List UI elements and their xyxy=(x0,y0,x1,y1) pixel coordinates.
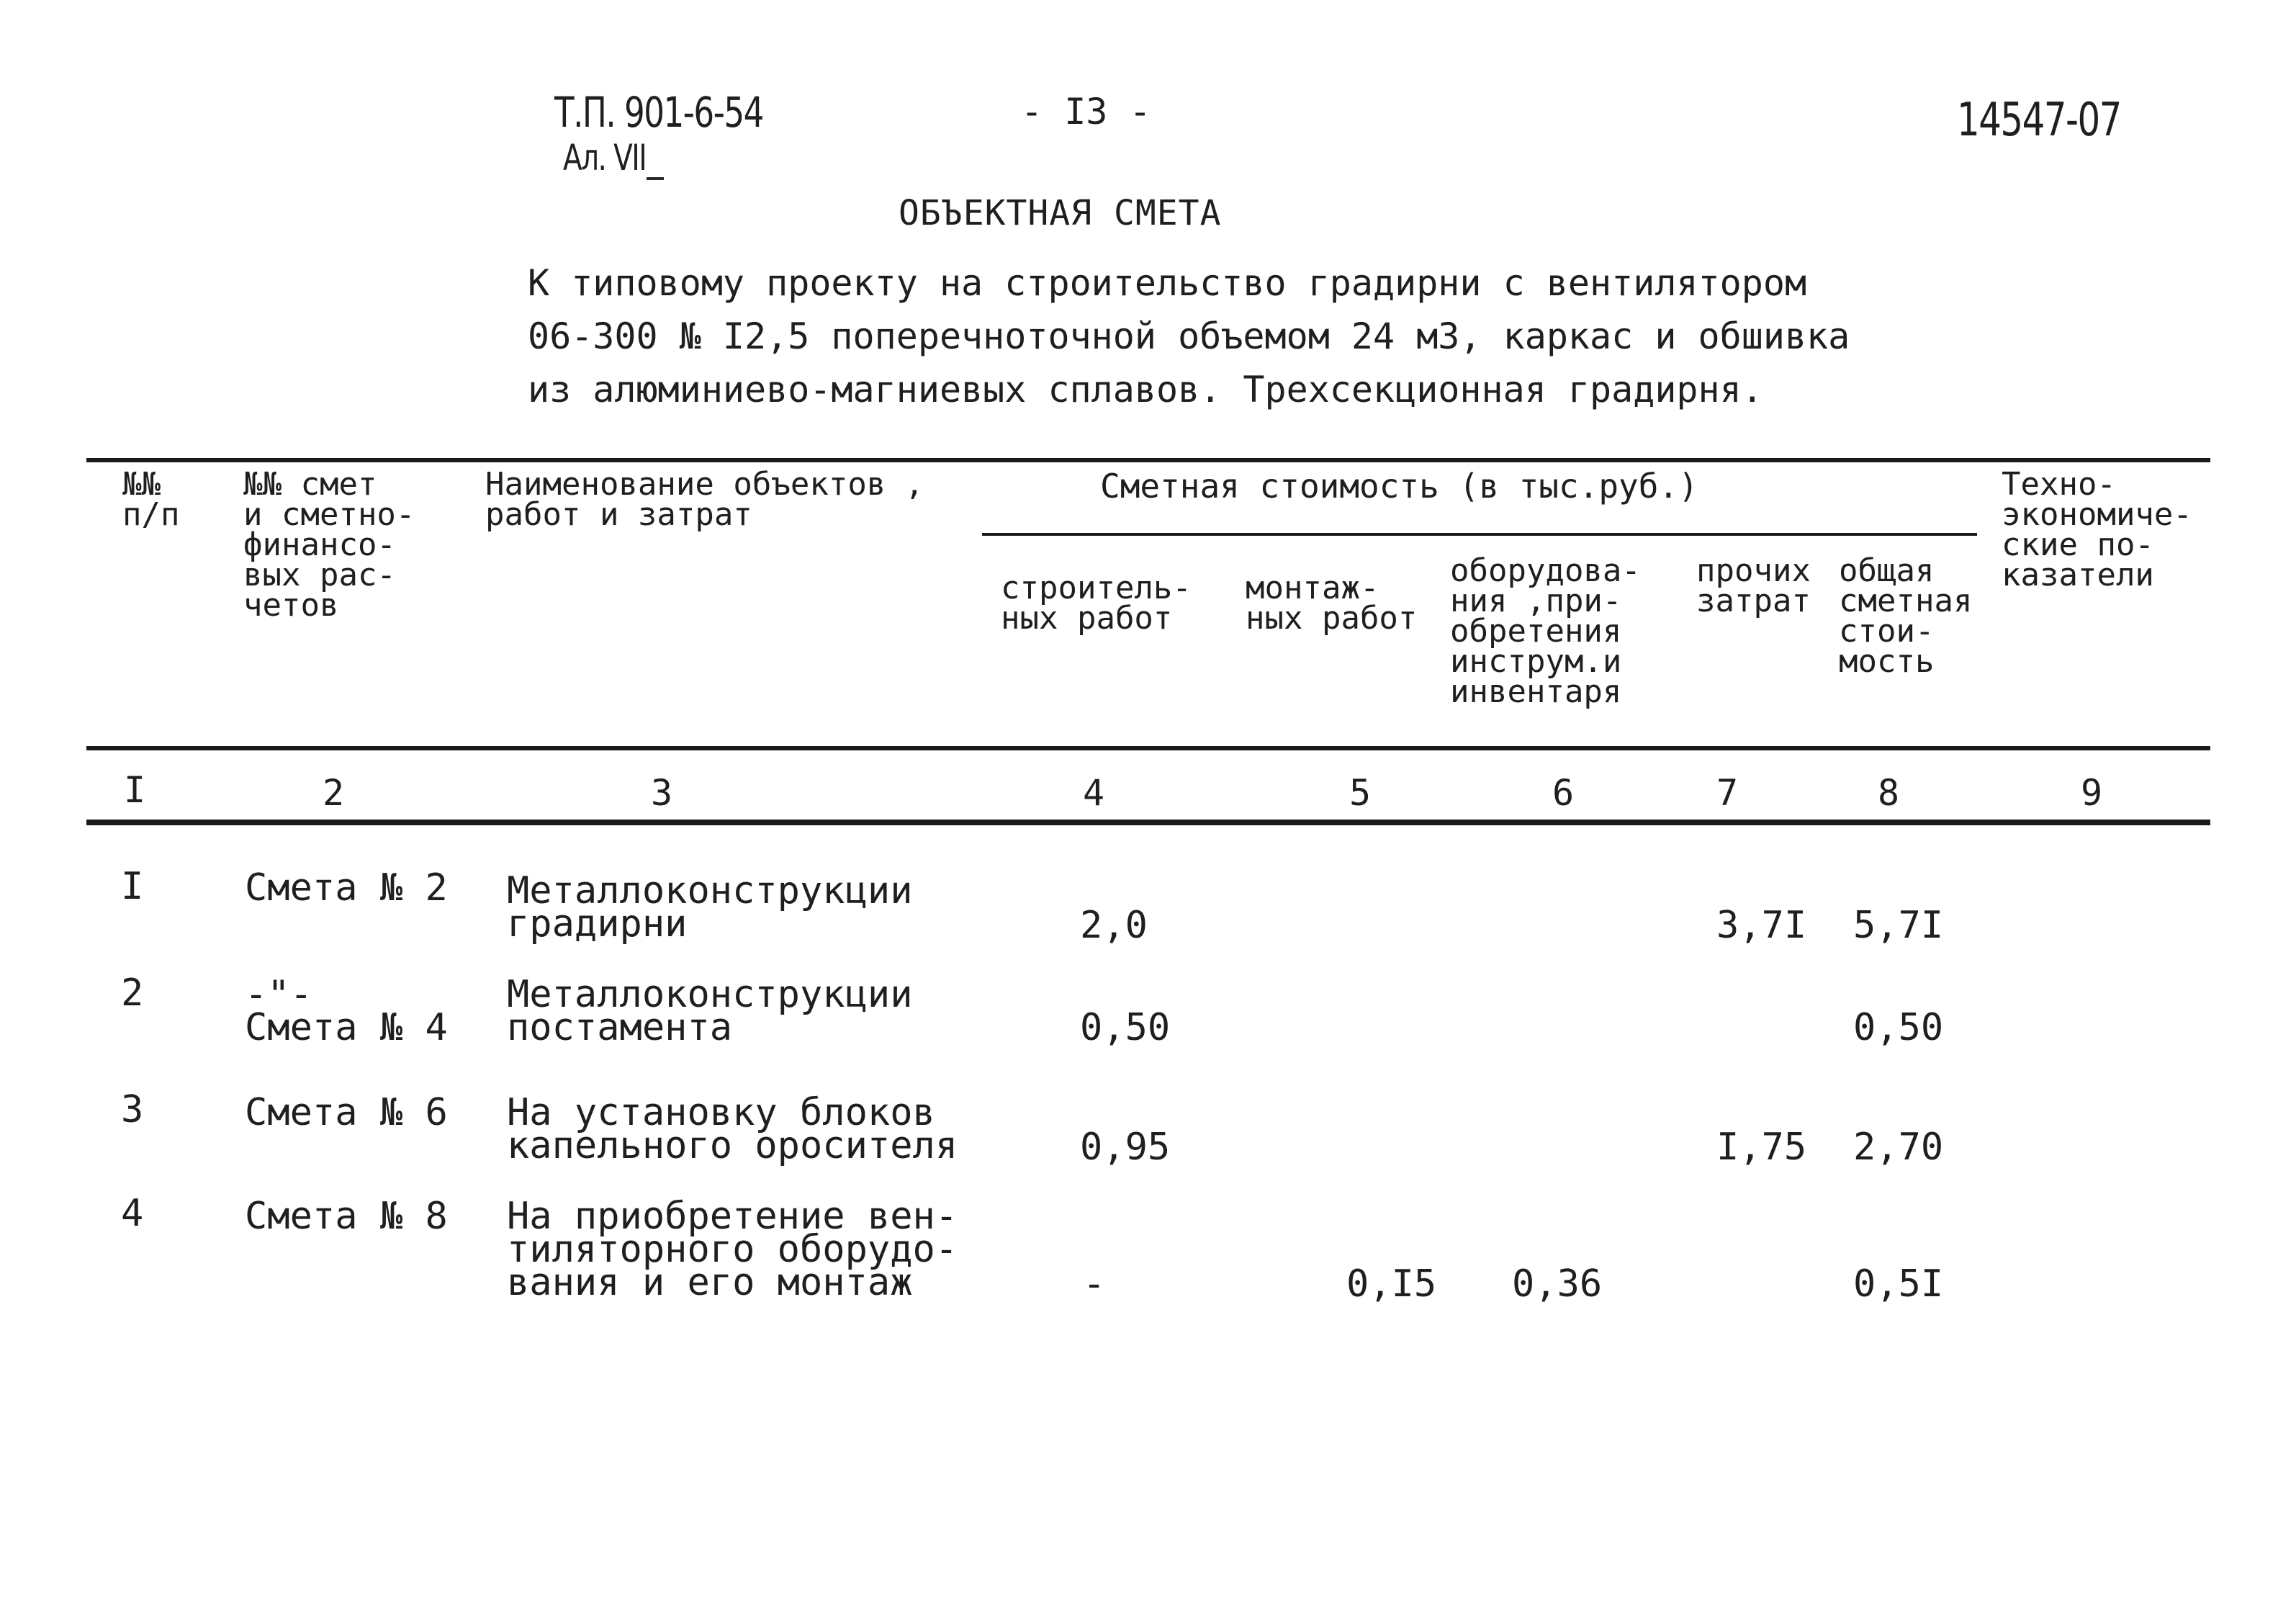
header-tech-econ: Техно- экономиче- ские по- казатели xyxy=(2002,466,2192,593)
table-cell-estimate: -"- Смета № 4 xyxy=(245,973,448,1049)
table-cell-construction: 0,95 xyxy=(1080,1126,1171,1169)
document-title: ОБЪЕКТНАЯ СМЕТА xyxy=(899,193,1222,233)
table-cell-estimate: Смета № 8 xyxy=(245,1195,448,1238)
album-number: Ал. VII xyxy=(563,137,647,179)
doc-number: 14547-07 xyxy=(1957,94,2121,147)
column-number: 6 xyxy=(1552,772,1575,814)
table-cell-total: 2,70 xyxy=(1853,1126,1944,1169)
table-cell-construction: 2,0 xyxy=(1080,904,1148,947)
intro-line: из алюминиево-магниевых сплавов. Трехсекционная градирня. xyxy=(528,369,1763,410)
column-numbers-rule xyxy=(86,820,2210,825)
page-number: - I3 - xyxy=(1021,91,1151,133)
header-no: №№ п/п xyxy=(122,466,180,533)
table-cell-name: Металлоконструкции градирни xyxy=(507,869,913,946)
table-cell-no: 3 xyxy=(121,1088,144,1131)
header-construction: строитель- ных работ xyxy=(1001,570,1192,637)
table-cell-no: 4 xyxy=(121,1192,144,1235)
table-cell-equipment: 0,36 xyxy=(1512,1262,1603,1306)
table-cell-total: 0,50 xyxy=(1853,1006,1944,1049)
table-cell-name: Металлоконструкции постамента xyxy=(507,973,913,1049)
table-cell-estimate: Смета № 6 xyxy=(245,1091,448,1134)
column-number: 5 xyxy=(1349,772,1372,814)
header-name: Наименование объектов , работ и затрат xyxy=(485,466,924,533)
header-installation: монтаж- ных работ xyxy=(1246,570,1418,637)
album-underline xyxy=(647,177,664,180)
header-bottom-rule xyxy=(86,746,2210,750)
table-cell-name: На установку блоков капельного оросителя xyxy=(507,1091,958,1167)
column-number: 7 xyxy=(1716,772,1739,814)
header-other: прочих затрат xyxy=(1696,552,1811,619)
table-cell-construction: 0,50 xyxy=(1080,1006,1171,1049)
column-number: I xyxy=(124,769,146,811)
table-cell-installation: 0,I5 xyxy=(1346,1262,1437,1306)
table-cell-estimate: Смета № 2 xyxy=(245,866,448,910)
cost-group-rule xyxy=(982,533,1977,536)
table-cell-other: 3,7I xyxy=(1716,904,1807,947)
header-total: общая сметная стои- мость xyxy=(1839,552,1973,680)
table-top-rule xyxy=(86,458,2210,462)
header-estimate-no: №№ смет и сметно- финансо- вых рас- четов xyxy=(243,466,415,624)
table-cell-other: I,75 xyxy=(1716,1126,1807,1169)
intro-line: 06-300 № I2,5 поперечноточной объемом 24 м3, каркас и обшивка xyxy=(528,315,1850,357)
header-cost-group: Сметная стоимость (в тыс.руб.) xyxy=(1100,467,1698,506)
column-number: 9 xyxy=(2081,772,2103,814)
table-cell-total: 5,7I xyxy=(1853,904,1944,947)
project-code: Т.П. 901-6-54 xyxy=(554,88,763,137)
table-cell-no: I xyxy=(121,865,144,908)
intro-text xyxy=(528,256,1850,416)
table-cell-name: На приобретение вен- тиляторного оборудо- вания и его монтаж xyxy=(507,1195,958,1304)
intro-line: К типовому проекту на строительство градирни с вентилятором xyxy=(528,262,1807,304)
header-equipment: оборудова- ния ,при- обретения инструм.и инвентаря xyxy=(1450,552,1641,710)
table-cell-total: 0,5I xyxy=(1853,1262,1944,1306)
column-number: 8 xyxy=(1878,772,1900,814)
column-number: 2 xyxy=(323,772,345,814)
table-cell-no: 2 xyxy=(121,971,144,1015)
column-number: 4 xyxy=(1083,772,1105,814)
column-number: 3 xyxy=(651,772,673,814)
table-cell-construction: - xyxy=(1083,1262,1106,1306)
